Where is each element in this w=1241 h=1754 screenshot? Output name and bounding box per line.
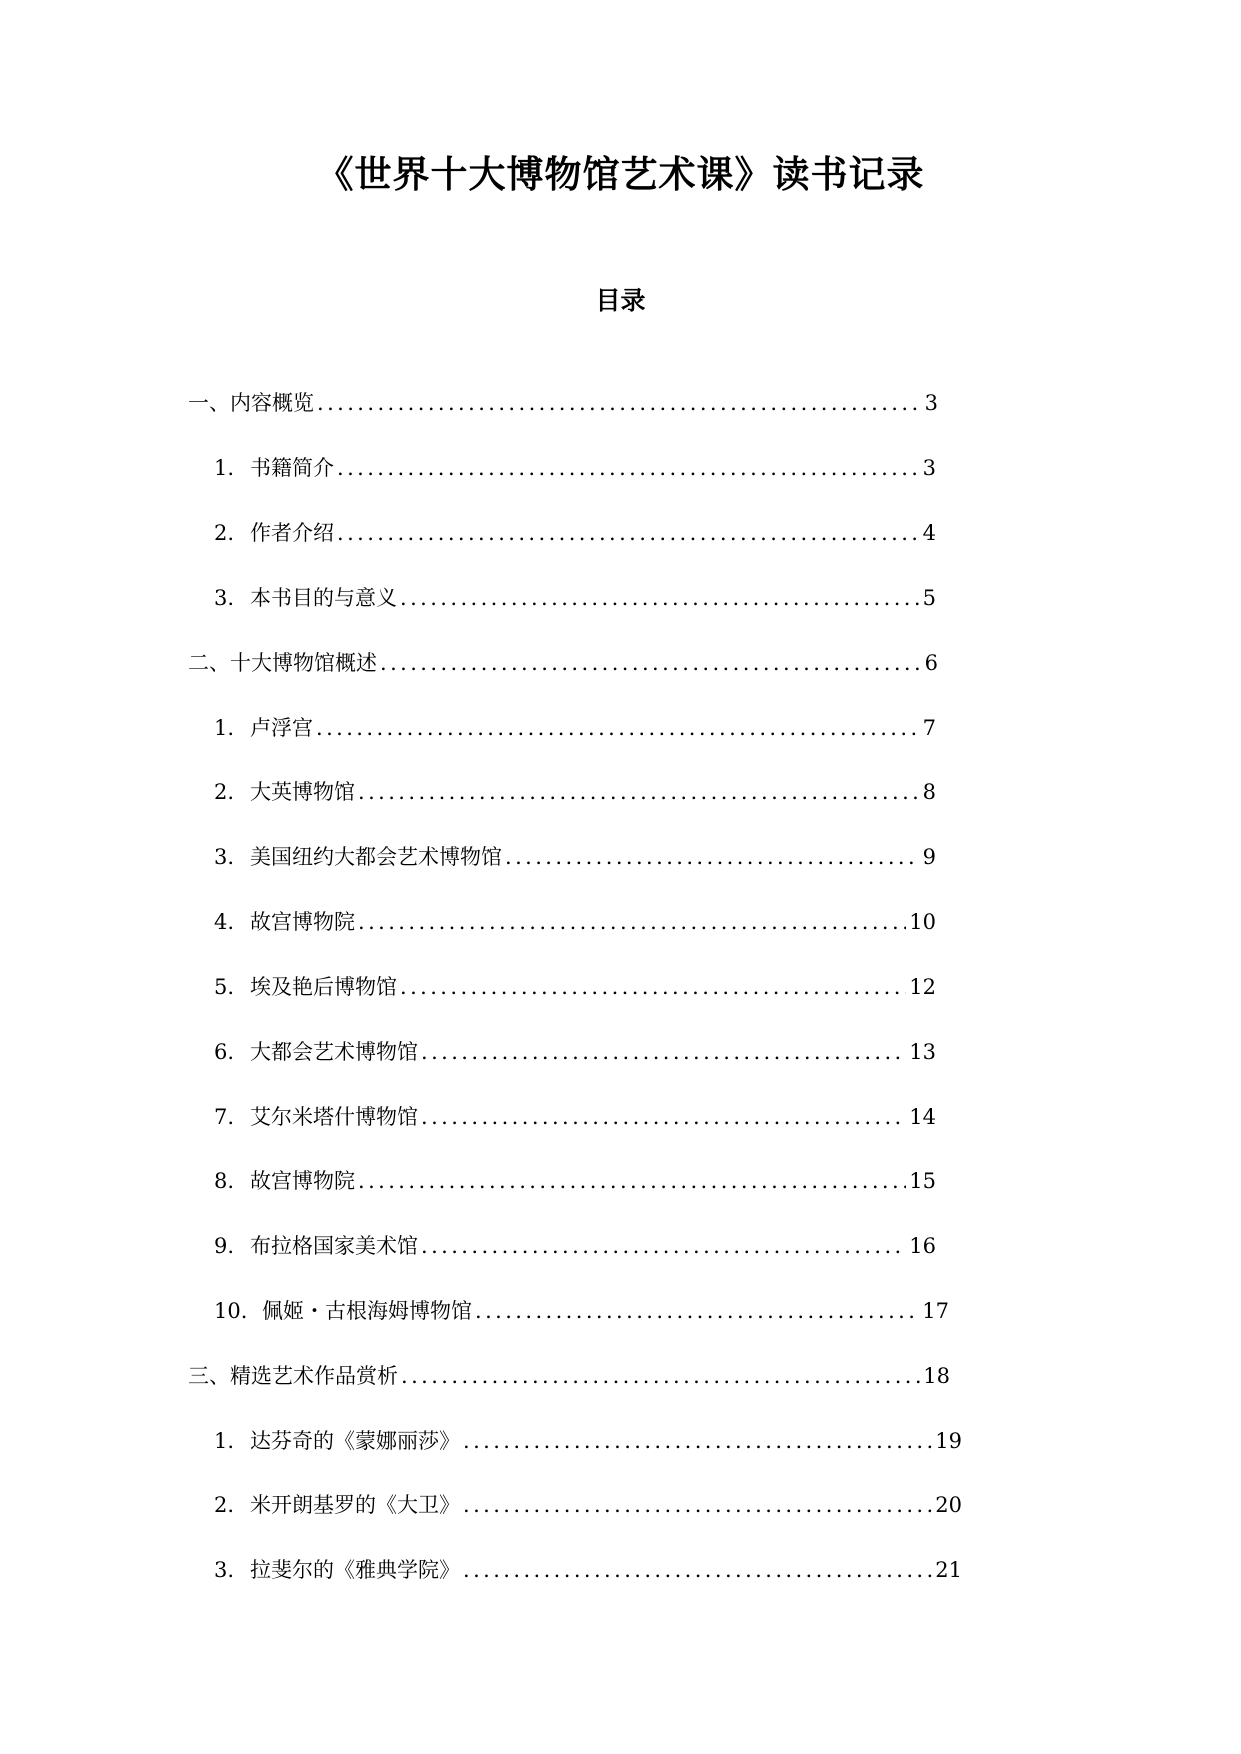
toc-entry[interactable] bbox=[214, 1231, 936, 1261]
toc-entry-label: 拉斐尔的《雅典学院》 bbox=[250, 1558, 460, 1582]
dot-leader bbox=[400, 583, 920, 613]
toc-entry[interactable] bbox=[214, 972, 936, 1002]
toc-entry[interactable] bbox=[214, 1490, 962, 1520]
toc-entry-number: 8. bbox=[214, 1169, 235, 1193]
toc-entry[interactable] bbox=[214, 1102, 936, 1132]
toc-entry-number: 1. bbox=[214, 1429, 235, 1453]
toc-entry[interactable] bbox=[214, 453, 936, 483]
toc-entry-label: 达芬奇的《蒙娜丽莎》 bbox=[250, 1429, 460, 1453]
dot-leader bbox=[505, 842, 920, 872]
toc-entry-page: 19 bbox=[935, 1429, 962, 1453]
toc-entry[interactable] bbox=[214, 1166, 936, 1196]
toc-entry-label: 书籍简介 bbox=[250, 456, 334, 480]
toc-entry-label: 故宫博物院 bbox=[250, 910, 355, 934]
toc-entry-number: 3. bbox=[214, 845, 235, 869]
toc-entry-label: 卢浮宫 bbox=[250, 716, 313, 740]
toc-entry[interactable] bbox=[214, 777, 936, 807]
toc-heading: 目录 bbox=[595, 286, 646, 315]
dot-leader bbox=[400, 972, 906, 1002]
toc-entry-number: 10. bbox=[214, 1299, 248, 1323]
toc-entry-number: 2. bbox=[214, 1493, 235, 1517]
toc-entry[interactable] bbox=[188, 388, 938, 418]
toc-entry-label: 本书目的与意义 bbox=[250, 586, 397, 610]
toc-entry-label: 大英博物馆 bbox=[250, 780, 355, 804]
dot-leader bbox=[358, 907, 906, 937]
toc-entry[interactable] bbox=[214, 713, 936, 743]
toc-entry-page: 13 bbox=[909, 1040, 936, 1064]
toc-entry[interactable] bbox=[214, 1555, 962, 1585]
toc-entry-page: 14 bbox=[909, 1105, 936, 1129]
toc-entry-page: 17 bbox=[922, 1299, 949, 1323]
toc-entry-label: 佩姬・古根海姆博物馆 bbox=[262, 1299, 472, 1323]
dot-leader bbox=[317, 388, 922, 418]
toc-entry-label: 艾尔米塔什博物馆 bbox=[250, 1105, 418, 1129]
toc-entry-label: 作者介绍 bbox=[250, 521, 334, 545]
toc-entry-label: 美国纽约大都会艺术博物馆 bbox=[250, 845, 502, 869]
toc-entry-number: 6. bbox=[214, 1040, 235, 1064]
dot-leader bbox=[421, 1037, 906, 1067]
toc-entry-page: 6 bbox=[924, 651, 938, 675]
toc-entry-page: 15 bbox=[909, 1169, 936, 1193]
toc-entry-number: 4. bbox=[214, 910, 235, 934]
dot-leader bbox=[463, 1426, 932, 1456]
toc-entry-page: 3 bbox=[922, 456, 936, 480]
toc-entry-page: 3 bbox=[924, 391, 938, 415]
toc-entry-page: 12 bbox=[909, 975, 936, 999]
toc-entry-label: 一、内容概览 bbox=[188, 391, 314, 415]
dot-leader bbox=[463, 1555, 932, 1585]
toc-entry[interactable] bbox=[214, 583, 936, 613]
toc-entry[interactable] bbox=[188, 648, 938, 678]
toc-entry-number: 5. bbox=[214, 975, 235, 999]
dot-leader bbox=[358, 1166, 906, 1196]
dot-leader bbox=[421, 1102, 906, 1132]
toc-entry[interactable] bbox=[214, 907, 936, 937]
dot-leader bbox=[337, 453, 920, 483]
dot-leader bbox=[421, 1231, 906, 1261]
toc-entry-label: 布拉格国家美术馆 bbox=[250, 1234, 418, 1258]
toc-entry-page: 21 bbox=[935, 1558, 962, 1582]
toc-entry-page: 8 bbox=[922, 780, 936, 804]
dot-leader bbox=[337, 518, 920, 548]
dot-leader bbox=[401, 1361, 920, 1391]
dot-leader bbox=[358, 777, 920, 807]
dot-leader bbox=[463, 1490, 932, 1520]
toc-entry-number: 9. bbox=[214, 1234, 235, 1258]
toc-entry-page: 10 bbox=[909, 910, 936, 934]
dot-leader bbox=[475, 1296, 919, 1326]
toc-entry[interactable] bbox=[214, 842, 936, 872]
toc-entry-label: 二、十大博物馆概述 bbox=[188, 651, 377, 675]
toc-entry-page: 7 bbox=[922, 716, 936, 740]
toc-entry-number: 2. bbox=[214, 521, 235, 545]
dot-leader bbox=[380, 648, 922, 678]
toc-entry[interactable] bbox=[214, 1037, 936, 1067]
toc-entry[interactable] bbox=[214, 518, 936, 548]
dot-leader bbox=[316, 713, 920, 743]
toc-entry-page: 16 bbox=[909, 1234, 936, 1258]
toc-entry-label: 故宫博物院 bbox=[250, 1169, 355, 1193]
toc-entry-number: 1. bbox=[214, 456, 235, 480]
toc-entry-number: 7. bbox=[214, 1105, 235, 1129]
toc-entry-number: 3. bbox=[214, 1558, 235, 1582]
toc-entry-page: 5 bbox=[922, 586, 936, 610]
toc-entry-label: 大都会艺术博物馆 bbox=[250, 1040, 418, 1064]
toc-entry-page: 20 bbox=[935, 1493, 962, 1517]
toc-entry-label: 米开朗基罗的《大卫》 bbox=[250, 1493, 460, 1517]
toc-entry[interactable] bbox=[214, 1426, 962, 1456]
toc-entry[interactable] bbox=[188, 1361, 950, 1391]
toc-entry-label: 埃及艳后博物馆 bbox=[250, 975, 397, 999]
toc-entry-page: 18 bbox=[923, 1364, 950, 1388]
toc-entry-number: 3. bbox=[214, 586, 235, 610]
toc-entry[interactable] bbox=[214, 1296, 949, 1326]
toc-entry-number: 2. bbox=[214, 780, 235, 804]
toc-entry-page: 9 bbox=[922, 845, 936, 869]
toc-entry-page: 4 bbox=[922, 521, 936, 545]
toc-entry-label: 三、精选艺术作品赏析 bbox=[188, 1364, 398, 1388]
toc-entry-number: 1. bbox=[214, 716, 235, 740]
document-title: 《世界十大博物馆艺术课》读书记录 bbox=[316, 152, 925, 196]
